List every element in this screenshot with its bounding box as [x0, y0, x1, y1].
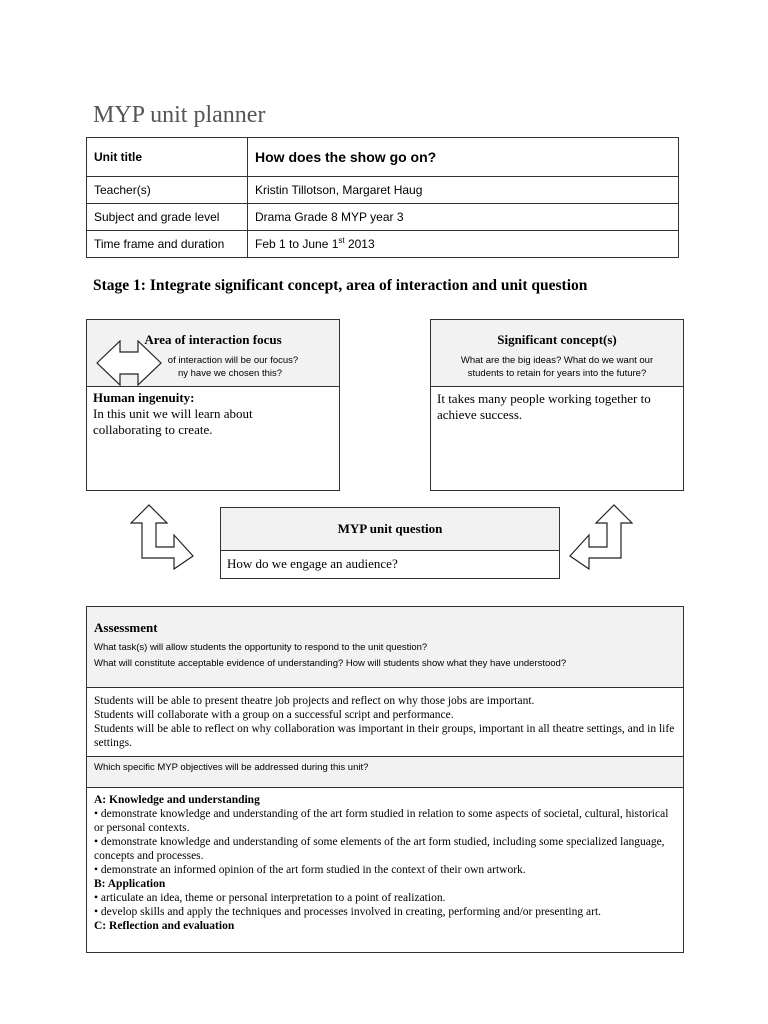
table-row [87, 138, 679, 177]
table-row [87, 177, 679, 204]
timeframe-value-pre: Feb 1 to June 1 [255, 237, 339, 251]
objectives-question-row [87, 757, 683, 788]
aoi-sub-line1: of interaction will be our focus? [167, 355, 299, 366]
timeframe-value [248, 231, 679, 258]
assessment-q2: What will constitute acceptable evidence of understanding? How will students show what they have understood? [94, 658, 567, 669]
concept-sub-line1: What are the big ideas? What do we want our [460, 355, 654, 366]
teacher-label: Teacher(s) [87, 177, 248, 204]
timeframe-value-sup: st [338, 236, 345, 245]
objective-b-heading: B: Application [94, 878, 166, 890]
objective-a-item-3: • demonstrate an informed opinion of the art form studied in the context of their own artwork. [94, 864, 526, 876]
assessment-answers [87, 688, 683, 757]
aoi-body-heading: Human ingenuity: [93, 390, 195, 405]
unit-question-header [221, 508, 559, 551]
objective-a-item-1: • demonstrate knowledge and understanding of the art form studied in relation to some aspects of societal, cultural, historical or personal contexts. [94, 808, 669, 834]
aoi-body-text: In this unit we will learn about collaborating to create. [93, 406, 253, 437]
aoi-title: Area of interaction focus [144, 332, 282, 347]
concept-body-text: It takes many people working together to achieve success. [437, 391, 651, 422]
assessment-answer-2: Students will collaborate with a group on a successful script and performance. [94, 709, 454, 721]
concept-title: Significant concept(s) [497, 332, 617, 347]
page-title: MYP unit planner [93, 102, 266, 128]
timeframe-value-post: 2013 [344, 237, 375, 251]
assessment-q1: What task(s) will allow students the opportunity to respond to the unit question? [94, 642, 428, 653]
left-right-arrow-icon [96, 340, 162, 386]
objectives-question: Which specific MYP objectives will be addressed during this unit? [94, 762, 369, 773]
unit-title-label: Unit title [87, 138, 248, 177]
concept-header [431, 320, 683, 387]
teacher-value: Kristin Tillotson, Margaret Haug [248, 177, 679, 204]
subject-value: Drama Grade 8 MYP year 3 [248, 204, 679, 231]
bent-arrow-right-icon [130, 504, 194, 570]
unit-question-title: MYP unit question [337, 521, 443, 536]
objectives-list [87, 788, 683, 933]
assessment-answer-1: Students will be able to present theatre job projects and reflect on why those jobs are important. [94, 695, 535, 707]
objective-b-item-2: • develop skills and apply the techniques and processes involved in creating, performing and/or presenting art. [94, 906, 602, 918]
timeframe-label: Time frame and duration [87, 231, 248, 258]
objective-b-item-1: • articulate an idea, theme or personal interpretation to a point of realization. [94, 892, 446, 904]
objective-c-heading: C: Reflection and evaluation [94, 920, 235, 932]
assessment-answer-3: Students will be able to reflect on why collaboration was important in their groups, important in all theatre settings, and in life settings. [94, 723, 675, 749]
unit-title-value: How does the show go on? [248, 138, 679, 177]
concept-box [430, 319, 684, 491]
assessment-title: Assessment [94, 620, 158, 635]
concept-sub-line2: students to retain for years into the future? [467, 368, 647, 379]
unit-question-box [220, 507, 560, 579]
aoi-sub-line2: ny have we chosen this? [177, 368, 283, 379]
objective-a-heading: A: Knowledge and understanding [94, 794, 260, 806]
stage1-heading: Stage 1: Integrate significant concept, area of interaction and unit question [93, 277, 588, 294]
unit-question-body: How do we engage an audience? [227, 556, 398, 571]
objective-a-item-2: • demonstrate knowledge and understanding of some elements of the art form studied, including some specialized language, concepts and processes. [94, 836, 665, 862]
assessment-box [86, 606, 684, 953]
unit-info-table [86, 137, 679, 258]
table-row [87, 204, 679, 231]
bent-arrow-left-icon [569, 504, 633, 570]
subject-label: Subject and grade level [87, 204, 248, 231]
table-row [87, 231, 679, 258]
assessment-header [87, 607, 683, 688]
aoi-body [87, 387, 339, 442]
